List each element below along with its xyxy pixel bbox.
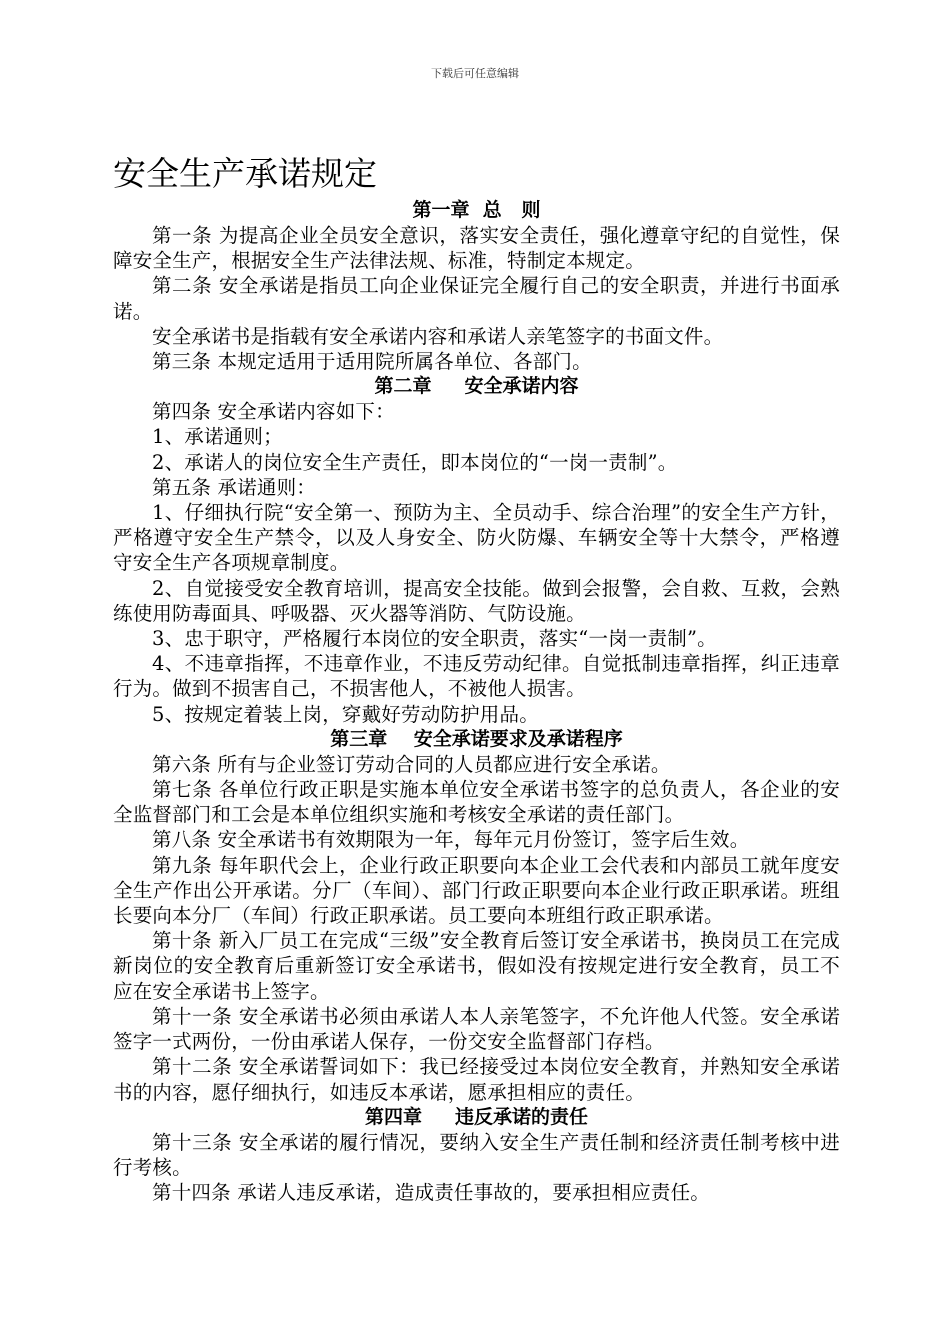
chapter-section [113,374,840,727]
article-paragraph: 5、按规定着装上岗，穿戴好劳动防护用品。 [152,702,539,726]
article-paragraph: 第九条 每年职代会上，企业行政正职要向本企业工会代表和内部员工就年度安全生产作出公开承诺。分厂（车间）、部门行政正职要向本企业行政正职承诺。班组长要向本分厂（车间）行政正职承诺。员工要向本班组行政正职承诺。 [113,853,840,928]
chapter-heading: 第一章 总 则 [412,199,541,221]
article-paragraph: 第七条 各单位行政正职是实施本单位安全承诺书签字的总负责人，各企业的安全监督部门和工会是本单位组织实施和考核安全承诺的责任部门。 [113,778,840,827]
article-paragraph: 第四条 安全承诺内容如下： [152,400,395,424]
article-paragraph: 第十条 新入厂员工在完成“三级”安全教育后签订安全承诺书，换岗员工在完成新岗位的安全教育后重新签订安全承诺书，假如没有按规定进行安全教育，员工不应在安全承诺书上签字。 [113,929,840,1003]
document-title: 安全生产承诺规定 [113,154,377,193]
chapter-section [113,198,840,374]
article-paragraph: 4、不违章指挥，不违章作业，不违反劳动纪律。自觉抵制违章指挥，纠正违章行为。做到不损害自己，不损害他人，不被他人损害。 [113,652,840,701]
header-note: 下载后可任意编辑 [431,67,519,80]
article-paragraph: 1、承诺通则； [152,425,283,449]
article-paragraph: 第十三条 安全承诺的履行情况，要纳入安全生产责任制和经济责任制考核中进行考核。 [113,1130,840,1179]
article-paragraph: 2、自觉接受安全教育培训，提高安全技能。做到会报警，会自救、互救，会熟练使用防毒面具、呼吸器、灭火器等消防、气防设施。 [113,576,840,625]
chapter-heading: 第三章 安全承诺要求及承诺程序 [330,727,623,750]
article-paragraph: 第十二条 安全承诺誓词如下：我已经接受过本岗位安全教育，并熟知安全承诺书的内容，愿仔细执行，如违反本承诺，愿承担相应的责任。 [113,1055,840,1104]
chapter-heading: 第四章 违反承诺的责任 [364,1105,589,1128]
article-paragraph: 2、承诺人的岗位安全生产责任，即本岗位的“一岗一责制”。 [152,450,678,474]
article-paragraph: 第十四条 承诺人违反承诺，造成责任事故的，要承担相应责任。 [152,1181,710,1205]
document-body [113,150,840,1205]
article-paragraph: 安全承诺书是指载有安全承诺内容和承诺人亲笔签字的书面文件。 [152,324,724,348]
article-paragraph: 3、忠于职守，严格履行本岗位的安全职责，落实“一岗一责制”。 [152,627,717,651]
article-paragraph: 第一条 为提高企业全员安全意识，落实安全责任，强化遵章守纪的自觉性，保障安全生产，根据安全生产法律法规、标准，特制定本规定。 [113,224,840,273]
article-paragraph: 第十一条 安全承诺书必须由承诺人本人亲笔签字，不允许他人代签。安全承诺签字一式两份，一份由承诺人保存，一份交安全监督部门存档。 [113,1004,840,1054]
chapter-heading: 第二章 安全承诺内容 [374,375,579,398]
article-paragraph: 1、仔细执行院“安全第一、预防为主、全员动手、综合治理”的安全生产方针，严格遵守安全生产禁令，以及人身安全、防火防爆、车辆安全等十大禁令，严格遵守安全生产各项规章制度。 [113,501,840,575]
chapter-section [113,1105,840,1206]
sections-container [113,198,840,1205]
chapter-section [113,727,840,1105]
article-paragraph: 第二条 安全承诺是指员工向企业保证完全履行自己的安全职责，并进行书面承诺。 [113,274,840,323]
article-paragraph: 第五条 承诺通则： [152,475,316,499]
article-paragraph: 第六条 所有与企业签订劳动合同的人员都应进行安全承诺。 [152,752,671,776]
article-paragraph: 第三条 本规定适用于适用院所属各单位、各部门。 [152,350,592,374]
article-paragraph: 第八条 安全承诺书有效期限为一年，每年元月份签订，签字后生效。 [152,828,750,852]
